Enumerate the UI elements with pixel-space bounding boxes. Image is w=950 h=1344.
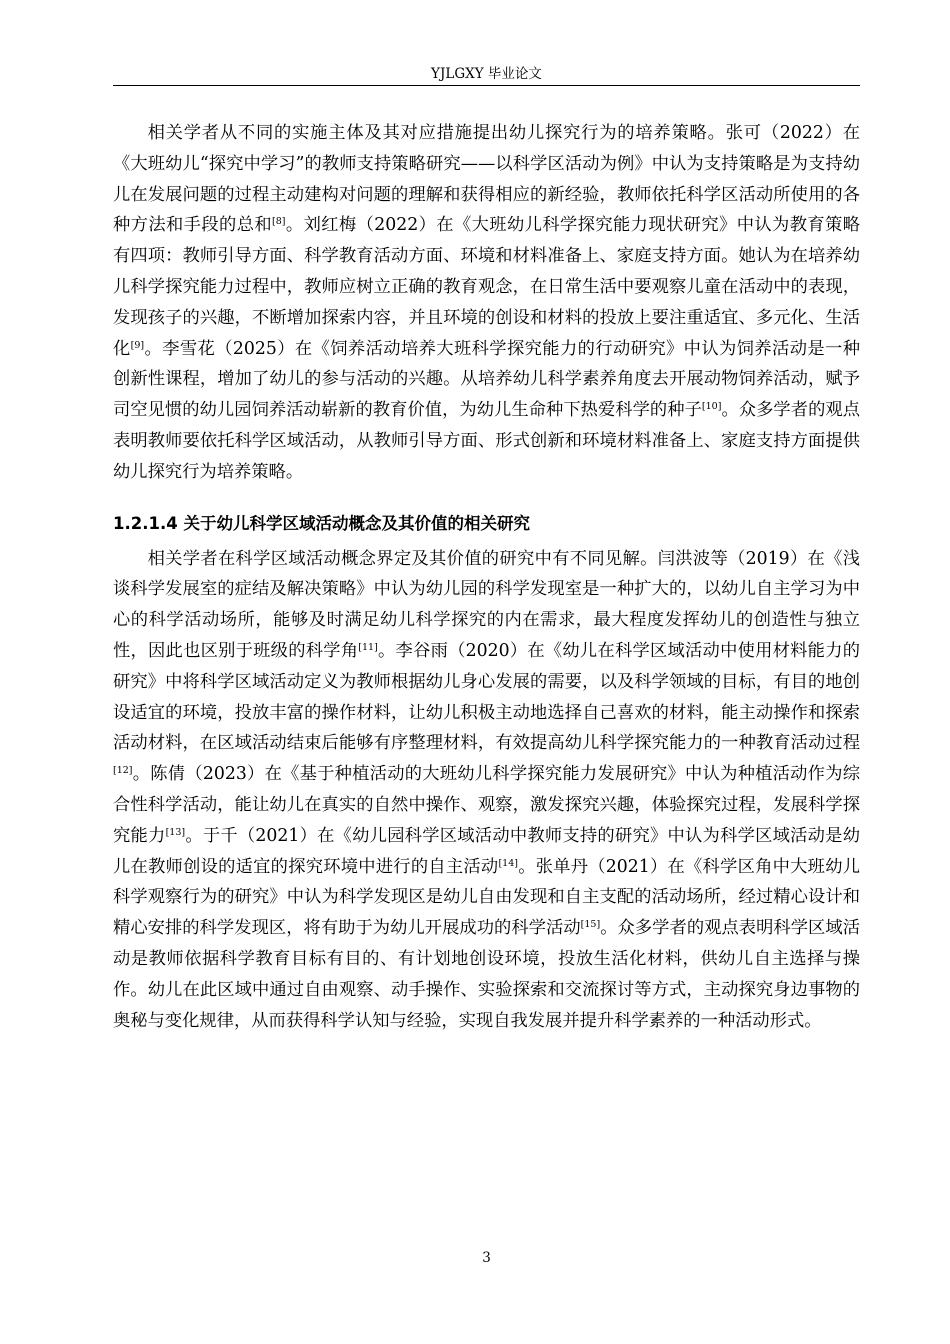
paragraph-2-text-3: 。陈倩（2023）在《基于种植活动的大班幼儿科学探究能力发展研究》中认为种植活动作为综合性科学活动，能让幼儿在真实的自然中操作、观察，激发探究兴趣，体验探究过程，发展科学探究能力 [113,764,860,846]
citation-13[interactable]: [13] [165,826,186,838]
paragraph-1-text-4: 。众多学者的观点表明教师要依托科学区域活动，从教师引导方面、形式创新和环境材料准备上、家庭支持方面提供幼儿探究行为培养策略。 [113,400,860,482]
citation-9[interactable]: [9] [130,339,145,351]
citation-10[interactable]: [10] [701,401,722,413]
paragraph-1-text-3: 。李雪花（2025）在《饲养活动培养大班科学探究能力的行动研究》中认为饲养活动是一种创新性课程，增加了幼儿的参与活动的兴趣。从培养幼儿科学素养角度去开展动物饲养活动，赋予司空见惯的幼儿园饲养活动崭新的教育价值，为幼儿生命种下热爱科学的种子 [113,338,860,421]
page-body [113,118,860,1036]
header-rule [113,85,860,86]
citation-8[interactable]: [8] [272,216,286,228]
section-heading: 1.2.1.4 关于幼儿科学区域活动概念及其价值的相关研究 [113,513,530,533]
paragraph-2-text-2: 。李谷雨（2020）在《幼儿在科学区域活动中使用材料能力的研究》中将科学区域活动定义为教师根据幼儿身心发展的需要，以及科学领域的目标，有目的地创设适宜的环境，投放丰富的操作材料，让幼儿积极主动地选择自己喜欢的材料，能主动操作和探索活动材料，在区域活动结束后能够有序整理材料，有效提高幼儿科学探究能力的一种教育活动过程 [113,640,860,754]
citation-15[interactable]: [15] [580,919,601,931]
running-header: YJLGXY 毕业论文 [431,66,542,82]
paragraph-2-text-4: 。于千（2021）在《幼儿园科学区域活动中教师支持的研究》中认为科学区域活动是幼儿在教师创设的适宜的探究环境中进行的自主活动 [113,825,860,877]
citation-14[interactable]: [14] [498,857,518,869]
paragraph-2-text-5: 。张单丹（2021）在《科学区角中大班幼儿科学观察行为的研究》中认为科学发现区是幼儿自由发现和自主支配的活动场所，经过精心设计和精心安排的科学发现区，将有助于为幼儿开展成功的科学活动 [113,856,860,939]
paragraph-2-text-6: 。众多学者的观点表明科学区域活动是教师依据科学教育目标有目的、有计划地创设环境，投放生活化材料，供幼儿自主选择与操作。幼儿在此区域中通过自由观察、动手操作、实验探索和交流探讨等方式，主动探究身边事物的奥秘与变化规律，从而获得科学认知与经验，实现自我发展并提升科学素养的一种活动形式。 [113,918,860,1031]
paragraph-1-text-1: 相关学者从不同的实施主体及其对应措施提出幼儿探究行为的培养策略。张可（2022）在《大班幼儿“探究中学习”的教师支持策略研究——以科学区活动为例》中认为支持策略是为支持幼儿在发展问题的过程主动建构对问题的理解和获得相应的新经验，教师依托科学区活动所使用的各种方法和手段的总和 [113,123,860,236]
paragraph-1 [113,118,860,488]
citation-11[interactable]: [11] [358,641,378,653]
page-number: 3 [482,1250,491,1266]
paragraph-1-text-2: 。刘红梅（2022）在《大班幼儿科学探究能力现状研究》中认为教育策略有四项：教师引导方面、科学教育活动方面、环境和材料准备上、家庭支持方面。她认为在培养幼儿科学探究能力过程中，教师应树立正确的教育观念，在日常生活中要观察儿童在活动中的表现，发现孩子的兴趣，不断增加探索内容，并且环境的创设和材料的投放上要注重适宜、多元化、生活化 [113,215,860,359]
paragraph-2 [113,544,860,1037]
paragraph-2-text-1: 相关学者在科学区域活动概念界定及其价值的研究中有不同见解。闫洪波等（2019）在《浅谈科学发展室的症结及解决策略》中认为幼儿园的科学发现室是一种扩大的，以幼儿自主学习为中心的科学活动场所，能够及时满足幼儿科学探究的内在需求，最大程度发挥幼儿的创造性与独立性，因此也区别于班级的科学角 [113,548,860,661]
citation-12[interactable]: [12] [113,765,133,777]
